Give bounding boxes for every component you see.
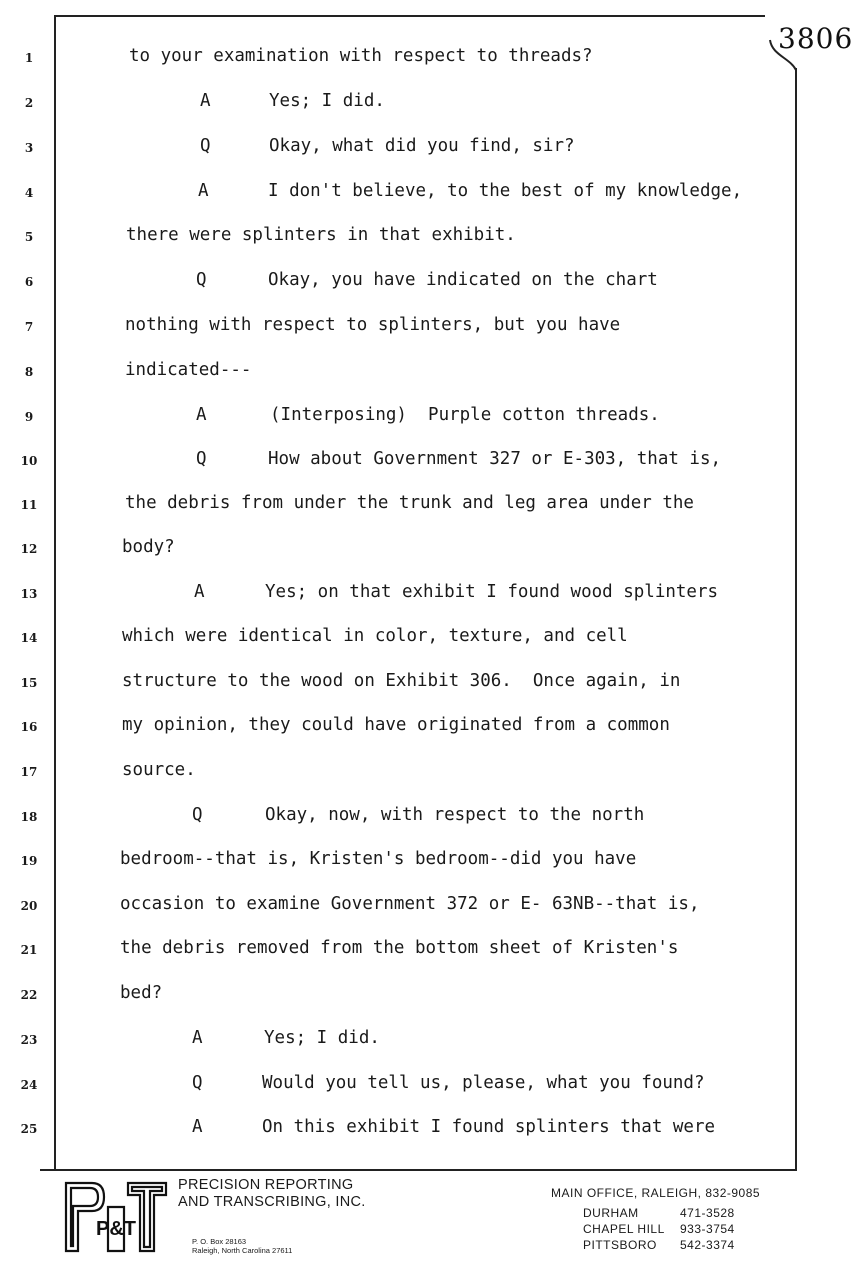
line-number: 24 (20, 1078, 38, 1092)
line-text: the debris removed from the bottom sheet of Kristen's (120, 938, 679, 958)
line-number: 17 (20, 765, 38, 779)
office-list (551, 1186, 760, 1254)
transcript-line (0, 179, 820, 209)
office-row (551, 1206, 760, 1222)
line-number: 20 (20, 899, 38, 913)
speaker-label: Q (192, 1073, 203, 1093)
office-city: CHAPEL HILL (583, 1222, 665, 1236)
line-text: nothing with respect to splinters, but you have (125, 315, 621, 335)
office-phone: 471-3528 (680, 1206, 735, 1220)
office-phone: 542-3374 (680, 1238, 735, 1252)
transcript-line (0, 669, 820, 699)
transcript-line (0, 313, 820, 343)
line-number: 19 (20, 854, 38, 868)
line-number: 25 (20, 1122, 38, 1136)
line-number: 14 (20, 631, 38, 645)
transcript-line (0, 1115, 820, 1145)
line-number: 9 (24, 410, 34, 424)
line-text: indicated--- (125, 360, 252, 380)
line-text: to your examination with respect to threads? (129, 46, 593, 66)
line-text: Yes; I did. (264, 1028, 380, 1048)
line-number: 10 (20, 454, 38, 468)
line-number: 13 (20, 587, 38, 601)
transcript-line (0, 892, 820, 922)
line-number: 12 (20, 542, 38, 556)
line-number: 6 (24, 275, 34, 289)
speaker-label: A (192, 1117, 203, 1137)
transcript-line (0, 758, 820, 788)
line-text: bedroom--that is, Kristen's bedroom--did you have (120, 849, 637, 869)
speaker-label: A (200, 91, 211, 111)
transcript-line (0, 44, 820, 74)
line-text: On this exhibit I found splinters that were (262, 1117, 716, 1137)
main-office: MAIN OFFICE, RALEIGH, 832-9085 (551, 1186, 761, 1200)
transcript-line (0, 134, 820, 164)
line-text: Okay, what did you find, sir? (269, 136, 575, 156)
line-number: 22 (20, 988, 38, 1002)
speaker-label: A (196, 405, 207, 425)
transcript-line (0, 624, 820, 654)
transcript-line (0, 403, 820, 433)
line-number: 23 (20, 1033, 38, 1047)
transcript-line (0, 1026, 820, 1056)
line-number: 5 (24, 230, 34, 244)
speaker-label: A (198, 181, 209, 201)
line-text: structure to the wood on Exhibit 306. Once again, in (122, 671, 681, 691)
transcript-line (0, 1071, 820, 1101)
line-text: occasion to examine Government 372 or E- 63NB--that is, (120, 894, 700, 914)
line-number: 3 (24, 141, 34, 155)
line-text: Okay, now, with respect to the north (265, 805, 645, 825)
office-phone: 933-3754 (680, 1222, 735, 1236)
line-number: 11 (20, 498, 38, 512)
logo-text: P&T (96, 1218, 136, 1240)
transcript-line (0, 447, 820, 477)
line-text: (Interposing) Purple cotton threads. (270, 405, 660, 425)
line-number: 7 (24, 320, 34, 334)
transcript-line (0, 223, 820, 253)
line-number: 21 (20, 943, 38, 957)
office-row (551, 1238, 760, 1254)
office-city: PITTSBORO (583, 1238, 657, 1252)
company-name (178, 1177, 366, 1211)
line-number: 18 (20, 810, 38, 824)
line-text: which were identical in color, texture, and cell (122, 626, 628, 646)
company-name-line-1: PRECISION REPORTING (178, 1177, 354, 1193)
office-row (551, 1222, 760, 1238)
line-number: 15 (20, 676, 38, 690)
transcript-line (0, 358, 820, 388)
transcript-line (0, 89, 820, 119)
speaker-label: Q (192, 805, 203, 825)
line-number: 4 (24, 186, 34, 200)
line-number: 16 (20, 720, 38, 734)
line-text: Would you tell us, please, what you found? (262, 1073, 705, 1093)
line-number: 8 (24, 365, 34, 379)
line-text: source. (122, 760, 196, 780)
po-box-line: P. O. Box 28163 (192, 1237, 247, 1246)
line-number: 2 (24, 96, 34, 110)
line-text: the debris from under the trunk and leg area under the (125, 493, 694, 513)
line-text: Okay, you have indicated on the chart (268, 270, 658, 290)
line-number: 1 (24, 51, 34, 65)
transcript-line (0, 491, 820, 521)
po-box-address (192, 1237, 292, 1255)
transcript-line (0, 936, 820, 966)
po-city-line: Raleigh, North Carolina 27611 (192, 1246, 293, 1255)
line-text: I don't believe, to the best of my knowledge, (268, 181, 743, 201)
line-text: my opinion, they could have originated from a common (122, 715, 670, 735)
bottom-margin-rule (40, 1169, 796, 1171)
transcript-line (0, 580, 820, 610)
line-text: Yes; I did. (269, 91, 385, 111)
transcript-line (0, 981, 820, 1011)
transcript-line (0, 268, 820, 298)
office-city: DURHAM (583, 1206, 639, 1220)
speaker-label: A (192, 1028, 203, 1048)
speaker-label: Q (196, 270, 207, 290)
line-text: there were splinters in that exhibit. (126, 225, 516, 245)
company-logo (62, 1177, 170, 1255)
speaker-label: A (194, 582, 205, 602)
line-text: bed? (120, 983, 163, 1003)
line-text: body? (122, 537, 175, 557)
speaker-label: Q (200, 136, 211, 156)
company-name-line-2: AND TRANSCRIBING, INC. (178, 1194, 366, 1210)
line-text: How about Government 327 or E-303, that is, (268, 449, 722, 469)
line-text: Yes; on that exhibit I found wood splinters (265, 582, 719, 602)
transcript-line (0, 713, 820, 743)
transcript-line (0, 535, 820, 565)
transcript-line (0, 847, 820, 877)
transcript-line (0, 803, 820, 833)
speaker-label: Q (196, 449, 207, 469)
page-number: 3806 (778, 22, 854, 55)
